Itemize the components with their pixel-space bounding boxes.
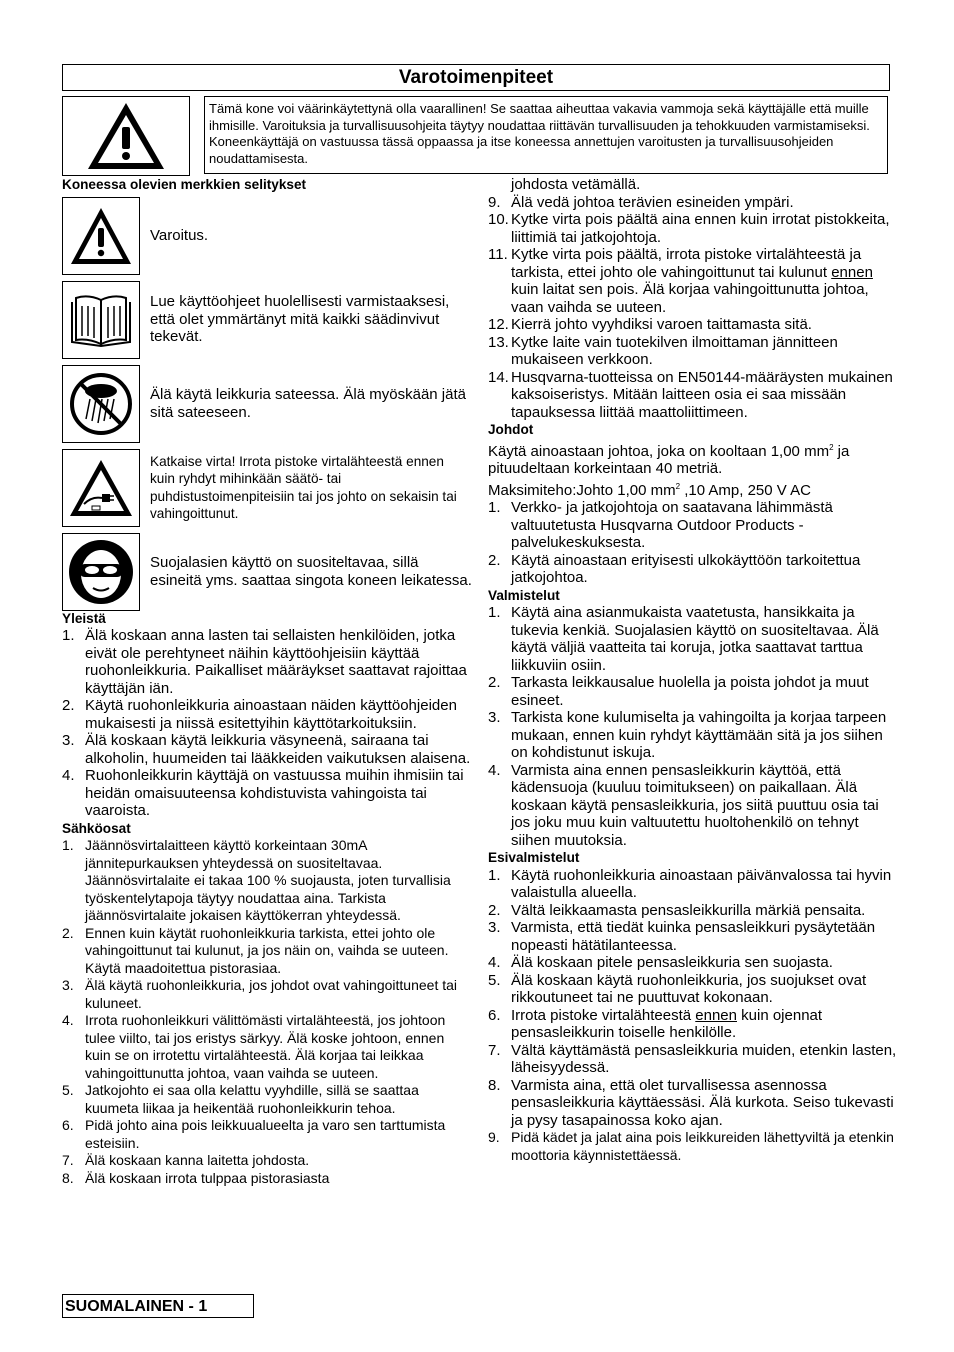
symbol-row-unplug xyxy=(62,448,472,528)
item-text: Irrota pistoke virtalähteestä xyxy=(511,1006,696,1024)
symbol-text: Älä käytä leikkuria sateessa. Älä myöskään jätä sitä sateeseen. xyxy=(150,386,466,421)
list-item: 7. Vältä käyttämästä pensasleikkuria muiden, etenkin lasten, läheisyydessä. xyxy=(488,1041,897,1076)
emphasis-underlined: ennen xyxy=(695,1006,737,1024)
cords-heading: Johdot xyxy=(488,422,534,437)
symbol-row-manual xyxy=(62,280,472,360)
preparations-list xyxy=(488,604,898,849)
no-rain-icon xyxy=(62,365,140,443)
list-item: 3. Älä käytä ruohonleikkuria, jos johdot ovat vahingoittuneet tai kuluneet. xyxy=(62,977,458,1011)
item-text: kuin laitat sen pois. Älä korjaa vahingoittunutta johtoa, vaan vaihda se uuteen. xyxy=(511,281,869,316)
list-item: 7. Älä koskaan kanna laitetta johdosta. xyxy=(62,1152,310,1168)
electrical-list-continued xyxy=(488,194,898,422)
list-item: 2. Käytä ainoastaan erityisesti ulkokäyttöön tarkoitettua jatkojohtoa. xyxy=(488,551,861,586)
list-item: 5. Jatkojohto ei saa olla kelattu vyyhdille, sillä se saattaa kuumeta liikaa ja heikentää ruohonleikkurin tehoa. xyxy=(62,1082,419,1116)
page-title: Varotoimenpiteet xyxy=(62,64,890,91)
item-text: kuin ojennat pensasleikkurin toiselle henkilölle. xyxy=(511,1006,823,1041)
safety-goggles-icon xyxy=(62,533,140,611)
right-column xyxy=(488,176,898,1164)
general-heading: Yleistä xyxy=(62,610,106,626)
list-item: 8. Varmista aina, että olet turvallisessa asennossa pensasleikkuria käyttäessäsi. Älä kurkota. Seiso tukevasti ja pysy tasapainossa koko ajan. xyxy=(488,1076,894,1129)
symbol-row-rain xyxy=(62,364,472,444)
cords-list xyxy=(488,499,898,587)
list-item: 9. Älä vedä johtoa terävien esineiden ympäri. xyxy=(488,193,794,211)
symbol-text: Suojalasien käyttö on suositeltavaa, sillä esineitä yms. saattaa singota koneen leikatessa. xyxy=(150,554,472,589)
list-item: 1. Käytä ruohonleikkuria ainoastaan päivänvalossa tai hyvin valaistulla alueella. xyxy=(488,866,892,901)
item-text: Kytke virta pois päältä, irrota pistoke virtalähteestä ja tarkista, ettei johto ole vahingoittunut tai kulunut xyxy=(511,246,862,281)
unplug-warning-icon xyxy=(62,449,140,527)
emphasis-underlined: ennen xyxy=(831,263,873,281)
symbol-text: Lue käyttöohjeet huolellisesti varmistaaksesi, että olet ymmärtänyt mitä kaikki säädinvivut tekevät. xyxy=(150,293,450,346)
warning-triangle-icon xyxy=(86,101,166,171)
list-item: 2. Tarkasta leikkausalue huolella ja poista johdot ja muut esineet. xyxy=(488,674,869,709)
list-item: 14. Husqvarna-tuotteissa on EN50144-määräysten mukainen kaksoiseristys. Mitään laitteen osia ei saa missään tapauksessa liittää maattoliittimeen. xyxy=(488,368,893,421)
cords-max-power: Maksimiteho:Johto 1,00 $mm^2$ ,10 Amp, 250 V AC xyxy=(488,481,811,499)
pre-preparations-heading: Esivalmistelut xyxy=(488,850,580,865)
list-item: 1. Verkko- ja jatkojohtoja on saatavana lähimmästä valtuutetusta Husqvarna Outdoor Products -palvelukeskuksesta. xyxy=(488,499,833,551)
open-book-icon xyxy=(62,281,140,359)
page-footer: SUOMALAINEN - 1 xyxy=(62,1294,254,1318)
list-item: 10. Kytke virta pois päältä aina ennen kuin irrotat pistokkeita, liittimiä tai jatkojohtoja. xyxy=(488,211,890,246)
list-item: 4. Älä koskaan pitele pensasleikkuria sen suojasta. xyxy=(488,954,833,971)
electrical-list xyxy=(62,837,472,1187)
list-item: 2. Vältä leikkaamasta pensasleikkurilla märkiä pensaita. xyxy=(488,901,866,919)
warning-icon-box xyxy=(62,96,190,176)
list-item-continuation: johdosta vetämällä. xyxy=(511,176,641,193)
electrical-heading: Sähköosat xyxy=(62,820,131,836)
symbol-text: Katkaise virta! Irrota pistoke virtalähteestä ennen kuin ryhdyt mihinkään säätö- tai puhdistustoimenpiteisiin tai jos johto on sekaisin tai vahingoittunut. xyxy=(150,453,457,521)
list-item: 6. Pidä johto aina pois leikkuualueelta ja varo sen tarttumista esteisiin. xyxy=(62,1117,446,1151)
list-item: 3. Älä koskaan käytä leikkuria väsyneenä, sairaana tai alkoholin, huumeiden tai lääkkeiden vaikutuksen alaisena. xyxy=(62,732,471,767)
list-item: 3. Varmista, että tiedät kuinka pensasleikkuri pysäytetään nopeasti hätätilanteessa. xyxy=(488,919,876,954)
list-item: 4. Ruohonleikkurin käyttäjä on vastuussa muihin ihmisiin tai heidän omaisuuteensa kohdistuvista vahingoista tai vaaroista. xyxy=(62,767,464,819)
symbol-row-goggles xyxy=(62,532,472,612)
list-item: 4. Varmista aina ennen pensasleikkurin käyttöä, että kädensuoja (kuuluu toimitukseen) on paikallaan. Älä koskaan käytä pensasleikkuria, jos siitä puuttuu osia tai jos joku muu kuin valtuutettu huoltohenkilö on tehnyt siihen muutoksia. xyxy=(488,761,879,849)
cords-text: Käytä ainoastaan johtoa, joka on kooltaan 1,00 $mm^2$ ja pituudeltaan korkeintaan 40 metriä. xyxy=(488,442,850,477)
warning-intro: Tämä kone voi väärinkäytettynä olla vaarallinen! Se saattaa aiheuttaa vakavia vammoja sekä käyttäjälle että muille ihmisille. Varoituksia ja turvallisuusohjeita täytyy noudattaa riittävän turvallisuuden ja tehokkuuden varmistamiseksi. Koneenkäyttäjä on vastuussa tässä oppaassa ja itse koneessa annettujen varoitusten ja turvallisuusohjeiden noudattamisesta. xyxy=(204,96,888,174)
list-item: 6. Irrota pistoke virtalähteestä ennen kuin ojennat pensasleikkurin toiselle henkilölle. xyxy=(488,1006,823,1041)
list-item: 3. Tarkista kone kulumiselta ja vahingoilta ja korjaa tarpeen mukaan, ennen kuin ryhdyt käyttämään sitä ja jos siihen on kohdistunut iskuja. xyxy=(488,709,887,761)
pre-preparations-list xyxy=(488,867,898,1165)
list-item: 5. Älä koskaan käytä ruohonleikkuria, jos suojukset ovat rikkoutuneet tai ne puuttuvat kokonaan. xyxy=(488,971,867,1006)
list-item: 4. Irrota ruohonleikkuri välittömästi virtalähteestä, jos johtoon tulee viilto, tai jos eristys särkyy. Älä koske johtoon, ennen kuin se on irrotettu virtalähteestä. Älä korjaa tai leikkaa vahingoittunutta johtoa, vaan vaihda se uuteen. xyxy=(62,1012,446,1081)
list-item: 12. Kierrä johto vyyhdiksi varoen taittamasta sitä. xyxy=(488,316,812,333)
warning-triangle-icon xyxy=(62,197,140,275)
left-column xyxy=(62,176,472,1187)
list-item: 2. Käytä ruohonleikkuria ainoastaan näiden käyttöohjeiden mukaisesti ja niissä esitettyihin käyttötarkoituksiin. xyxy=(62,697,457,732)
list-item: 1. Käytä aina asianmukaista vaatetusta, hansikkaita ja tukevia kenkiä. Suojalasien käyttö on suositeltavaa. Älä käytä väljiä vaatteita tai koruja, jotka saattavat tarttua liikkuviin osiin. xyxy=(488,604,879,674)
list-item: 13. Kytke laite vain tuotekilven ilmoittaman jännitteen mukaiseen verkkoon. xyxy=(488,333,838,368)
list-item: 1. Älä koskaan anna lasten tai sellaisten henkilöiden, jotka eivät ole perehtyneet näihin käyttöohjeisiin käyttää ruohonleikkuria. Paikalliset määräykset saattavat rajoittaa käyttäjän iän. xyxy=(62,627,467,697)
symbols-heading: Koneessa olevien merkkien selitykset xyxy=(62,177,307,192)
symbol-row-warning xyxy=(62,196,472,276)
list-item: 11. Kytke virta pois päältä, irrota pistoke virtalähteestä ja tarkista, ettei johto ole vahingoittunut tai kulunut ennen kuin laitat sen pois. Älä korjaa vahingoittunutta johtoa, vaan vaihda se uuteen. xyxy=(488,246,873,316)
symbol-text: Varoitus. xyxy=(150,226,209,244)
general-list xyxy=(62,627,472,820)
list-item: 2. Ennen kuin käytät ruohonleikkuria tarkista, ettei johto ole vahingoittunut tai kulunut, ja jos näin on, vaihda se uuteen. Käytä maadoitettua pistorasiaa. xyxy=(62,924,449,976)
preparations-heading: Valmistelut xyxy=(488,587,560,603)
list-item: 8. Älä koskaan irrota tulppaa pistorasiasta xyxy=(62,1169,330,1186)
list-item: 9. Pidä kädet ja jalat aina pois leikkureiden lähettyviltä ja etenkin moottoria käynnistettäessä. xyxy=(488,1129,894,1163)
list-item: 1. Jäännösvirtalaitteen käyttö korkeintaan 30mA jännitepurkauksen yhteydessä on suositeltavaa. Jäännösvirtalaite ei takaa 100 % suojausta, joten turvallisia työskentelytapoja täytyy noudattaa aina. Tarkista jäännösvirtalaite jokaisen käyttökerran yhteydessä. xyxy=(62,837,451,923)
